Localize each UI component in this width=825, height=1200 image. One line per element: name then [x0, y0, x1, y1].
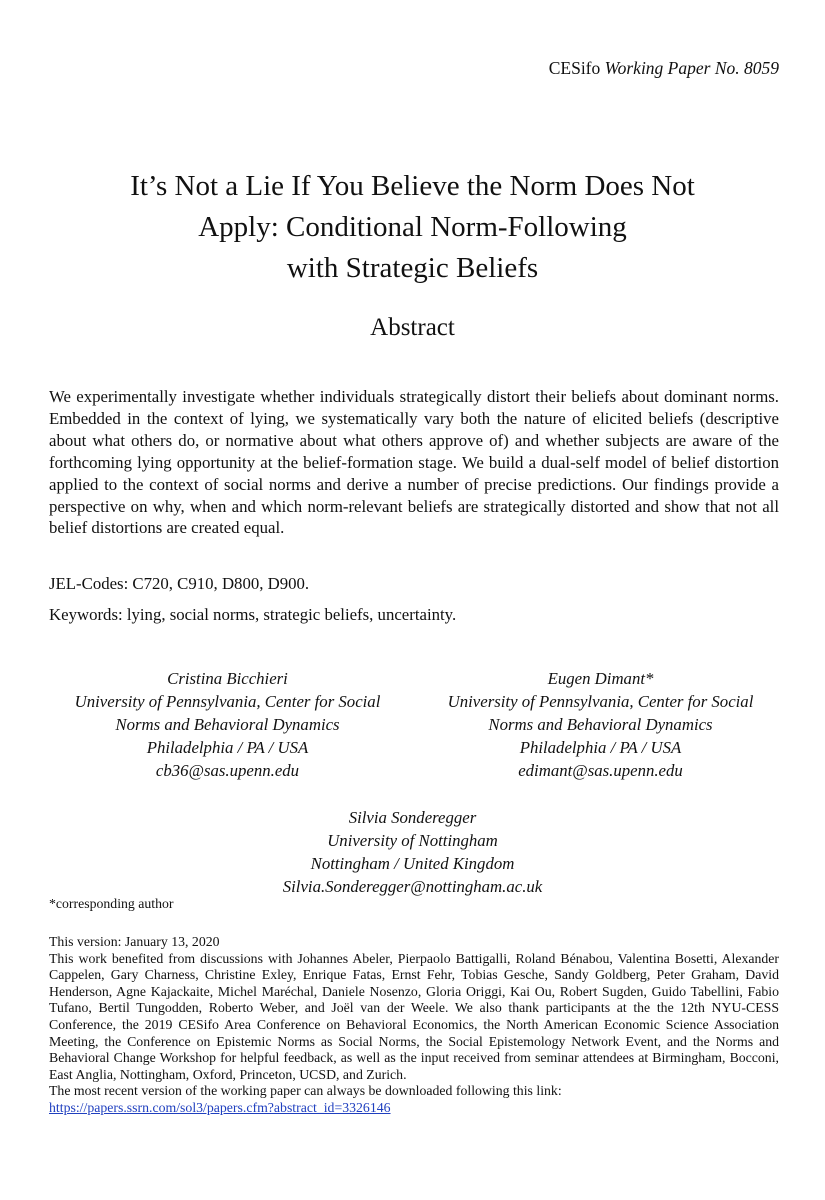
jel-codes: JEL-Codes: C720, C910, D800, D900.	[49, 574, 310, 593]
author-location: Philadelphia / PA / USA	[519, 738, 682, 757]
acknowledgements: This work benefited from discussions with Johannes Abeler, Pierpaolo Battigalli, Roland Bénabou, Valentina Bosetti, Alexander Cappelen, Gary Charness, Christine Exley, Enrique Fatas, Ernst Fehr, Tobias Gesche, Sandy Goldberg, Peter Graham, David Henderson, Agne Kajackaite, Michel Maréchal, Daniele Nosenzo, Gloria Origgi, Kai Ou, Robert Sugden, Guido Tabellini, Fabio Tufano, Bertil Tungodden, Roberto Weber, and Joël van der Weele. We also thank participants at the the 12th NYU-CESS Conference, the 2019 CESifo Area Conference on Behavioral Economics, the North American Economic Science Association Meeting, the Conference on Epistemic Norms as Social Norms, the Social Epistemology Network Event, and the Norms and Behavioral Change Workshop for helpful feedback, as well as the input received from seminar attendees at Birmingham, Bocconi, East Anglia, Nottingham, Oxford, Princeton, UCSD, and Zurich.	[49, 950, 779, 1082]
series-name: CESifo	[548, 58, 601, 78]
download-note: The most recent version of the working paper can always be downloaded following this link:	[49, 1083, 562, 1099]
author-name: Silvia Sonderegger	[348, 808, 477, 827]
author-location: Philadelphia / PA / USA	[146, 738, 309, 757]
author-email: cb36@sas.upenn.edu	[155, 761, 300, 780]
working-paper-header	[549, 58, 779, 79]
paper-title	[40, 166, 785, 289]
author-name: Eugen Dimant*	[547, 669, 654, 688]
version-date: This version: January 13, 2020	[49, 934, 220, 949]
author-affiliation: University of Nottingham	[327, 831, 498, 850]
author-block	[230, 806, 595, 898]
corresponding-author-note: *corresponding author	[49, 896, 174, 911]
author-name: Cristina Bicchieri	[167, 669, 288, 688]
author-email: edimant@sas.upenn.edu	[518, 761, 683, 780]
author-email: Silvia.Sonderegger@nottingham.ac.uk	[282, 877, 543, 896]
abstract-text: We experimentally investigate whether individuals strategically distort their beliefs about dominant norms. Embedded in the context of lying, we systematically vary both the nature of elicited beliefs (descriptive about what others do, or normative about what others approve of) and whether subjects are aware of the forthcoming lying opportunity at the belief-formation stage. We build a dual-self model of belief distortion applied to the context of social norms and derive a number of precise predictions. Our findings provide a perspective on why, when and which norm-relevant beliefs are strategically distorted and show that not all belief distortions are created equal.	[49, 387, 779, 538]
author-block	[45, 667, 410, 782]
author-affiliation: Norms and Behavioral Dynamics	[488, 715, 713, 734]
abstract-heading: Abstract	[370, 314, 455, 341]
author-affiliation: University of Pennsylvania, Center for Social	[447, 692, 754, 711]
working-paper-number: Working Paper No. 8059	[604, 58, 779, 78]
title-line: It’s Not a Lie If You Believe the Norm Does Not	[130, 170, 695, 202]
keywords: Keywords: lying, social norms, strategic beliefs, uncertainty.	[49, 605, 457, 624]
author-affiliation: University of Pennsylvania, Center for Social	[74, 692, 381, 711]
ssrn-link[interactable]: https://papers.ssrn.com/sol3/papers.cfm?abstract_id=3326146	[49, 1099, 391, 1115]
author-location: Nottingham / United Kingdom	[310, 854, 515, 873]
title-line: with Strategic Beliefs	[286, 252, 539, 284]
title-line: Apply: Conditional Norm-Following	[198, 211, 627, 243]
author-block	[418, 667, 783, 782]
footnote	[49, 934, 779, 1117]
author-affiliation: Norms and Behavioral Dynamics	[115, 715, 340, 734]
